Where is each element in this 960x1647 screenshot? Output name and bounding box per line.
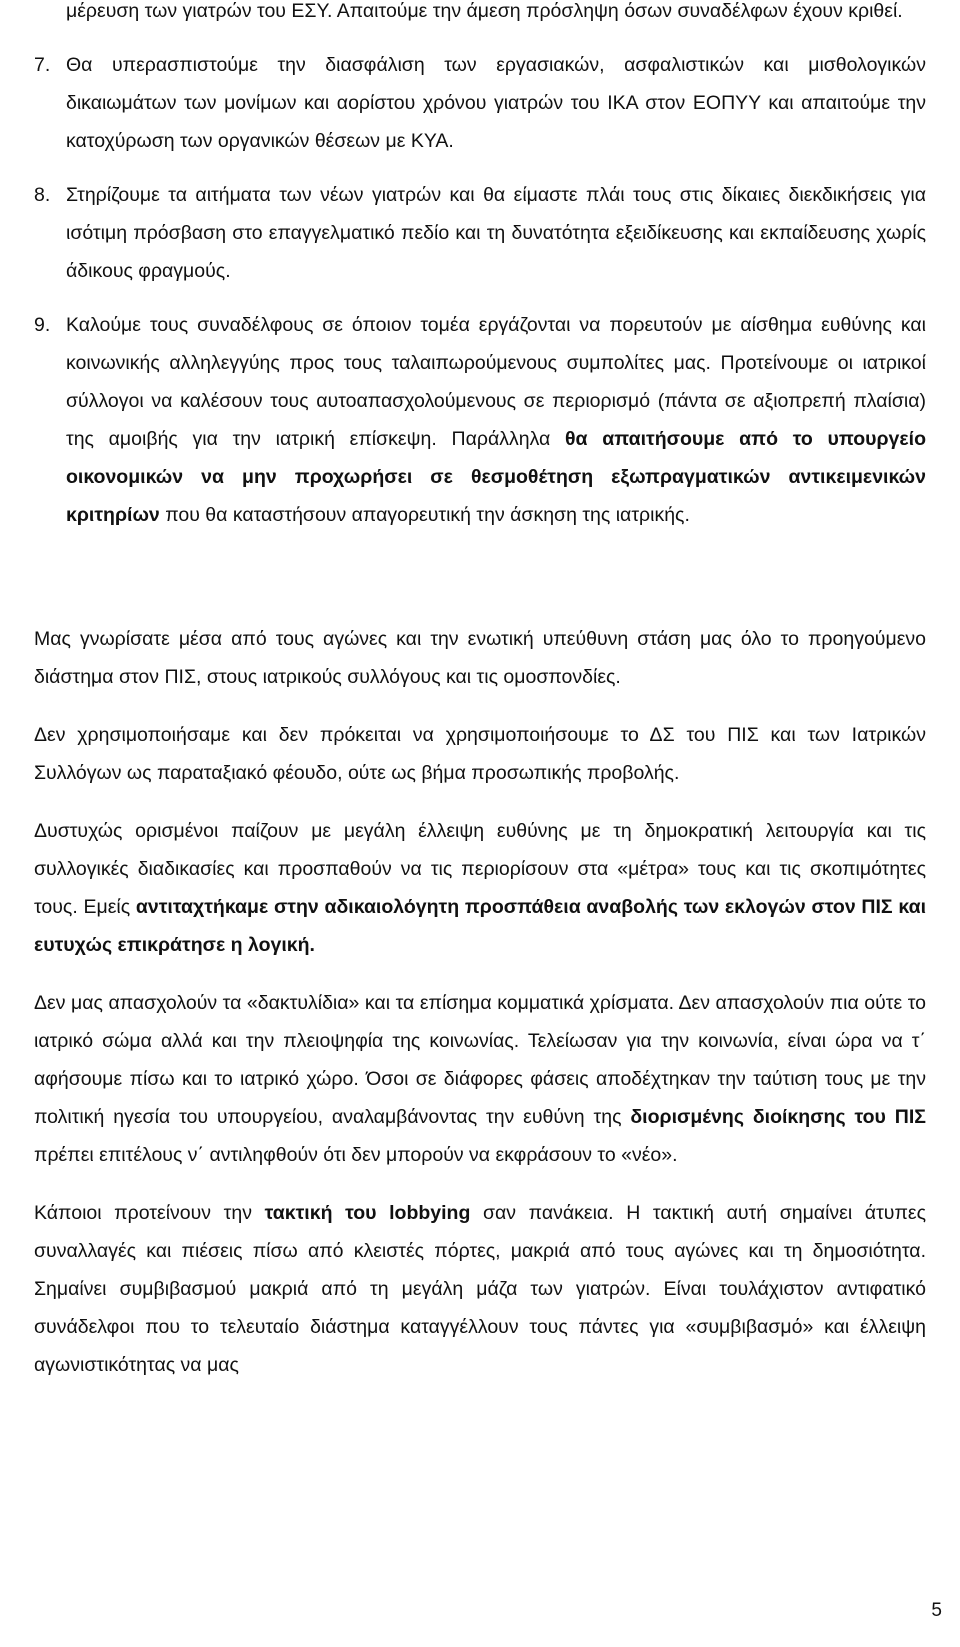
paragraph-bold-text: αντιταχτήκαμε στην αδικαιολόγητη προσπάθεια αναβολής των εκλογών στον ΠΙΣ και ευτυχώς επικράτησε η λογική. (34, 896, 926, 956)
paragraph-elections (34, 812, 926, 964)
list-item-text: Θα υπερασπιστούμε την διασφάλιση των εργασιακών, ασφαλιστικών και μισθολογικών δικαιωμάτων των μονίμων και αορίστου χρόνου γιατρών του ΙΚΑ στον ΕΟΠΥΥ και απαιτούμε την κατοχύρωση των οργανικών θέσεων με ΚΥΑ. (66, 54, 926, 152)
paragraph-lobbying (34, 1194, 926, 1384)
paragraph-text: Μας γνωρίσατε μέσα από τους αγώνες και την ενωτική υπεύθυνη στάση μας όλο το προηγούμενο διάστημα στον ΠΙΣ, στους ιατρικούς συλλόγους και τις ομοσπονδίες. (34, 628, 926, 688)
list-item-text: Στηρίζουμε τα αιτήματα των νέων γιατρών και θα είμαστε πλάι τους στις δίκαιες διεκδικήσεις για ισότιμη πρόσβαση στο επαγγελματικό πεδίο και τη δυνατότητα εξειδίκευσης και εκπαίδευσης χωρίς άδικους φραγμούς. (66, 184, 926, 282)
paragraph-bold-text: διορισμένης διοίκησης του ΠΙΣ (630, 1106, 926, 1128)
page-number: 5 (931, 1600, 942, 1621)
paragraph-text: Δεν μας απασχολούν τα «δακτυλίδια» και τα επίσημα κομματικά χρίσματα. Δεν απασχολούν πια ούτε το ιατρικό σώμα αλλά και την πλειοψηφία της κοινωνίας. Τελείωσαν για την κοινωνία, είναι ώρα να τ΄ αφήσουμε πίσω και το ιατρικό χώρο. Όσοι σε διάφορες φάσεις αποδέχτηκαν την ταύτιση τους με την πολιτική ηγεσία του υπουργείου, αναλαμβάνοντας την ευθύνη της (34, 992, 926, 1128)
section-spacer (34, 550, 926, 620)
list-item-text-end: που θα καταστήσουν απαγορευτική την άσκηση της ιατρικής. (159, 504, 690, 526)
list-item-text: μέρευση των γιατρών του ΕΣΥ. Απαιτούμε την άμεση πρόσληψη όσων συναδέλφων έχουν κριθεί. (66, 0, 903, 22)
paragraph-intro (34, 620, 926, 696)
list-item-number: 7. (34, 54, 51, 76)
paragraph-text: Κάποιοι προτείνουν την (34, 1202, 265, 1224)
list-item-number: 8. (34, 184, 51, 206)
paragraph-ds-pis (34, 716, 926, 792)
list-item-9 (34, 306, 926, 534)
list-item-bold-text: θα απαιτήσουμε από το υπουργείο οικονομικών να μην προχωρήσει σε θεσμοθέτηση εξωπραγματικών αντικειμενικών κριτηρίων (66, 428, 926, 526)
list-item-text: Καλούμε τους συναδέλφους σε όποιον τομέα εργάζονται να πορευτούν με αίσθημα ευθύνης και κοινωνικής αλληλεγγύης προς τους ταλαιπωρούμενους συμπολίτες μας. Προτείνουμε οι ιατρικοί σύλλογοι να καλέσουν τους αυτοαπασχολούμενους σε περιορισμό (πάντα σε αξιοπρεπή πλαίσια) της αμοιβής για την ιατρική επίσκεψη. Παράλληλα (66, 314, 926, 450)
paragraph-text: Δυστυχώς ορισμένοι παίζουν με μεγάλη έλλειψη ευθύνης με τη δημοκρατική λειτουργία και τις συλλογικές διαδικασίες και προσπαθούν να τις περιορίσουν στα «μέτρα» τους και τις σκοπιμότητες τους. Εμείς (34, 820, 926, 918)
paragraph-text: Δεν χρησιμοποιήσαμε και δεν πρόκειται να χρησιμοποιήσουμε το ΔΣ του ΠΙΣ και των Ιατρικών Συλλόγων ως παραταξιακό φέουδο, ούτε ως βήμα προσωπικής προβολής. (34, 724, 926, 784)
list-item-continuation (34, 0, 926, 30)
list-item-7 (34, 46, 926, 160)
document-page (34, 0, 926, 1404)
paragraph-bold-text: τακτική του lobbying (264, 1202, 471, 1224)
list-item-8 (34, 176, 926, 290)
list-item-number: 9. (34, 314, 51, 336)
paragraph-rings (34, 984, 926, 1174)
paragraph-text-end: πρέπει επιτέλους ν΄ αντιληφθούν ότι δεν μπορούν να εκφράσουν το «νέο». (34, 1144, 678, 1166)
paragraph-text-end: σαν πανάκεια. Η τακτική αυτή σημαίνει άτυπες συναλλαγές και πιέσεις πίσω από κλειστές πόρτες, μακριά από τους αγώνες και τη δημοσιότητα. Σημαίνει συμβιβασμού μακριά από τη μεγάλη μάζα των γιατρών. Είναι τουλάχιστον αντιφατικό συνάδελφοι που το τελευταίο διάστημα καταγγέλλουν τους πάντες για «συμβιβασμό» και έλλειψη αγωνιστικότητας να μας (34, 1202, 926, 1376)
